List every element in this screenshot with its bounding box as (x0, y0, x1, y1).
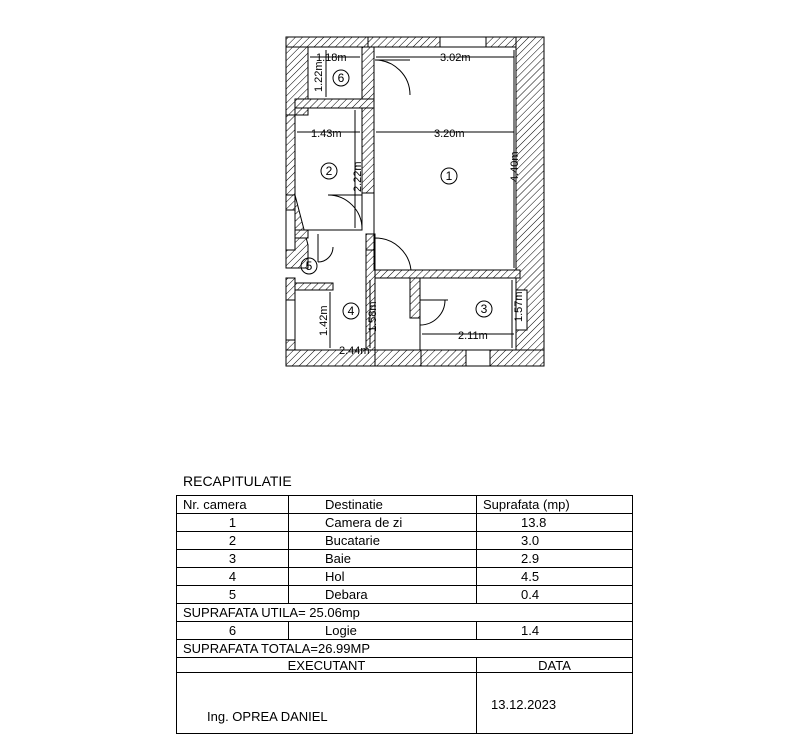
engineer-name: Ing. OPREA DANIEL (207, 709, 328, 724)
header-destinatie: Destinatie (289, 496, 477, 514)
room-number-3: 3 (480, 302, 488, 316)
table-row (177, 586, 633, 604)
recap-table (176, 495, 633, 734)
row-nr: 2 (177, 532, 289, 550)
table-row (177, 532, 633, 550)
table-row (177, 514, 633, 532)
dim-logie-depth: 1.22m (313, 61, 325, 92)
dim-hall-depth: 1.58m (367, 301, 379, 332)
row-nr: 4 (177, 568, 289, 586)
row-nr: 6 (177, 622, 289, 640)
row-dest: Hol (289, 568, 477, 586)
row-dest: Camera de zi (289, 514, 477, 532)
header-suprafata: Suprafata (mp) (477, 496, 633, 514)
executant-header-row (177, 658, 633, 673)
row-area: 4.5 (477, 568, 633, 586)
executant-label: EXECUTANT (177, 658, 477, 673)
row-area: 0.4 (477, 586, 633, 604)
row-dest: Debara (289, 586, 477, 604)
row-dest: Logie (289, 622, 477, 640)
row-area: 2.9 (477, 550, 633, 568)
room-number-6: 6 (337, 71, 345, 85)
signature-row (177, 673, 633, 734)
suprafata-utila-row (177, 604, 633, 622)
recap-title: RECAPITULATIE (183, 473, 292, 489)
dim-kitchen-depth: 2.22m (352, 161, 364, 192)
row-area: 1.4 (477, 622, 633, 640)
row-area: 3.0 (477, 532, 633, 550)
dim-hall-depth-left: 1.42m (318, 305, 330, 336)
table-row (177, 550, 633, 568)
dim-hall-width: 2.44m (339, 345, 370, 357)
row-area: 13.8 (477, 514, 633, 532)
row-dest: Baie (289, 550, 477, 568)
suprafata-totala: SUPRAFATA TOTALA=26.99MP (177, 640, 633, 658)
dim-bath-depth: 1.57m (513, 291, 525, 322)
dim-living-depth: 4.40m (509, 151, 521, 182)
row-dest: Bucatarie (289, 532, 477, 550)
date-cell (477, 673, 633, 734)
dim-bath-width: 2.11m (458, 330, 488, 342)
suprafata-utila: SUPRAFATA UTILA= 25.06mp (177, 604, 633, 622)
dim-top-width: 3.02m (440, 52, 471, 64)
date-value: 13.12.2023 (491, 697, 557, 712)
header-nr: Nr. camera (177, 496, 289, 514)
engineer-cell (177, 673, 477, 734)
room-number-2: 2 (325, 164, 333, 178)
table-header-row (177, 496, 633, 514)
dim-logie-width: 1.18m (316, 52, 347, 64)
room-number-5: 5 (305, 259, 313, 273)
room-number-4: 4 (347, 304, 355, 318)
table-row (177, 568, 633, 586)
row-nr: 5 (177, 586, 289, 604)
dim-kitchen-width: 1.43m (311, 128, 342, 140)
row-nr: 1 (177, 514, 289, 532)
room-number-1: 1 (445, 169, 453, 183)
dim-living-width: 3.20m (434, 128, 465, 140)
data-label: DATA (477, 658, 633, 673)
suprafata-totala-row (177, 640, 633, 658)
table-row (177, 622, 633, 640)
row-nr: 3 (177, 550, 289, 568)
